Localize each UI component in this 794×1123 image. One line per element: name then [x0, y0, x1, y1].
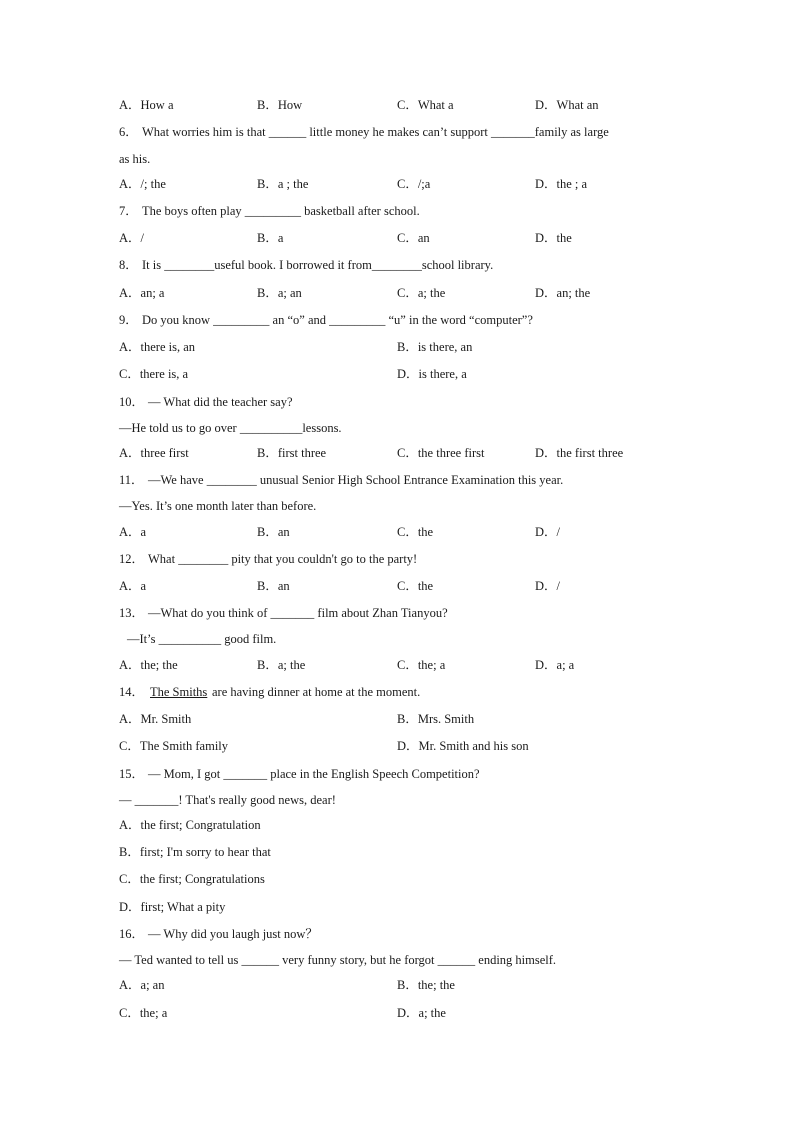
option-b: B．first; I'm sorry to hear that [119, 845, 271, 859]
question-stem-continued: —It’s __________ good film. [127, 632, 277, 646]
option-d: D．is there, a [397, 367, 467, 381]
question-stem-continued: — Ted wanted to tell us ______ very funny story, but he forgot ______ ending himself. [119, 953, 557, 967]
question-number: 9． [119, 313, 138, 327]
option-d: D．the first three [535, 446, 624, 460]
question-stem: —We have ________ unusual Senior High School Entrance Examination this year. [148, 473, 564, 487]
option-d: D．a; a [535, 658, 575, 672]
question-number: 7． [119, 204, 138, 218]
option-d: D．an; the [535, 286, 591, 300]
option-d: D．/ [535, 525, 561, 539]
question-number: 16． [119, 927, 145, 941]
question-number: 8． [119, 258, 138, 272]
question-number: 13． [119, 606, 145, 620]
option-c: C．the; a [397, 658, 446, 672]
option-c: C．there is, a [119, 367, 189, 381]
question-stem: The boys often play _________ basketball after school. [142, 204, 420, 218]
option-b: B．a [257, 231, 284, 245]
question-number: 12． [119, 552, 145, 566]
question-stem: are having dinner at home at the moment. [212, 685, 421, 699]
option-a: A．How a [119, 98, 174, 112]
option-d: D．/ [535, 579, 561, 593]
option-b: B．first three [257, 446, 327, 460]
option-a: A．there is, an [119, 340, 196, 354]
option-a: A．a [119, 525, 147, 539]
option-b: B．a ; the [257, 177, 309, 191]
question-number: 14． [119, 685, 145, 699]
option-b: B．Mrs. Smith [397, 712, 475, 726]
option-c: C．/;a [397, 177, 431, 191]
question-stem: Do you know _________ an “o” and _________ “u” in the word “computer”? [142, 313, 533, 327]
question-stem-continued: —Yes. It’s one month later than before. [119, 499, 317, 513]
option-c: C．the [397, 579, 434, 593]
option-c: C．The Smith family [119, 739, 229, 753]
question-stem-continued: —He told us to go over __________lessons. [119, 421, 342, 435]
option-b: B．an [257, 525, 290, 539]
option-b: B．a; the [257, 658, 306, 672]
question-stem: What ________ pity that you couldn't go to the party! [148, 552, 418, 566]
option-c: C．the three first [397, 446, 485, 460]
option-a: A．three first [119, 446, 189, 460]
option-d: D．a; the [397, 1006, 446, 1020]
option-d: D．the ; a [535, 177, 588, 191]
option-a: A．a; an [119, 978, 165, 992]
option-d: D．Mr. Smith and his son [397, 739, 529, 753]
option-a: A．a [119, 579, 147, 593]
question-number: 15． [119, 767, 145, 781]
option-c: C．an [397, 231, 430, 245]
option-c: C．the; a [119, 1006, 168, 1020]
option-b: B．How [257, 98, 303, 112]
option-b: B．is there, an [397, 340, 473, 354]
underlined-phrase: The Smiths [150, 685, 208, 699]
question-stem-continued: as his. [119, 152, 151, 166]
option-c: C．the [397, 525, 434, 539]
option-c: C．What a [397, 98, 454, 112]
option-a: A．the; the [119, 658, 178, 672]
question-stem: What worries him is that ______ little money he makes can’t support _______family as large [142, 125, 609, 139]
option-c: C．a; the [397, 286, 446, 300]
option-c: C．the first; Congratulations [119, 872, 265, 886]
option-d: D．What an [535, 98, 599, 112]
option-d: D．the [535, 231, 572, 245]
option-a: A．/; the [119, 177, 166, 191]
option-d: D．first; What a pity [119, 900, 226, 914]
option-b: B．an [257, 579, 290, 593]
option-a: A．an; a [119, 286, 165, 300]
question-stem: —What do you think of _______ film about Zhan Tianyou? [148, 606, 448, 620]
question-number: 10． [119, 395, 145, 409]
option-a: A．Mr. Smith [119, 712, 192, 726]
question-stem-continued: — _______! That's really good news, dear! [119, 793, 336, 807]
question-stem: — What did the teacher say? [148, 395, 293, 409]
question-stem: — Why did you laugh just now？ [148, 927, 318, 941]
question-stem: — Mom, I got _______ place in the English Speech Competition? [148, 767, 480, 781]
question-stem: It is ________useful book. I borrowed it from________school library. [142, 258, 494, 272]
question-number: 6． [119, 125, 138, 139]
option-b: B．a; an [257, 286, 302, 300]
question-number: 11． [119, 473, 144, 487]
option-b: B．the; the [397, 978, 455, 992]
option-a: A．the first; Congratulation [119, 818, 261, 832]
option-a: A．/ [119, 231, 145, 245]
